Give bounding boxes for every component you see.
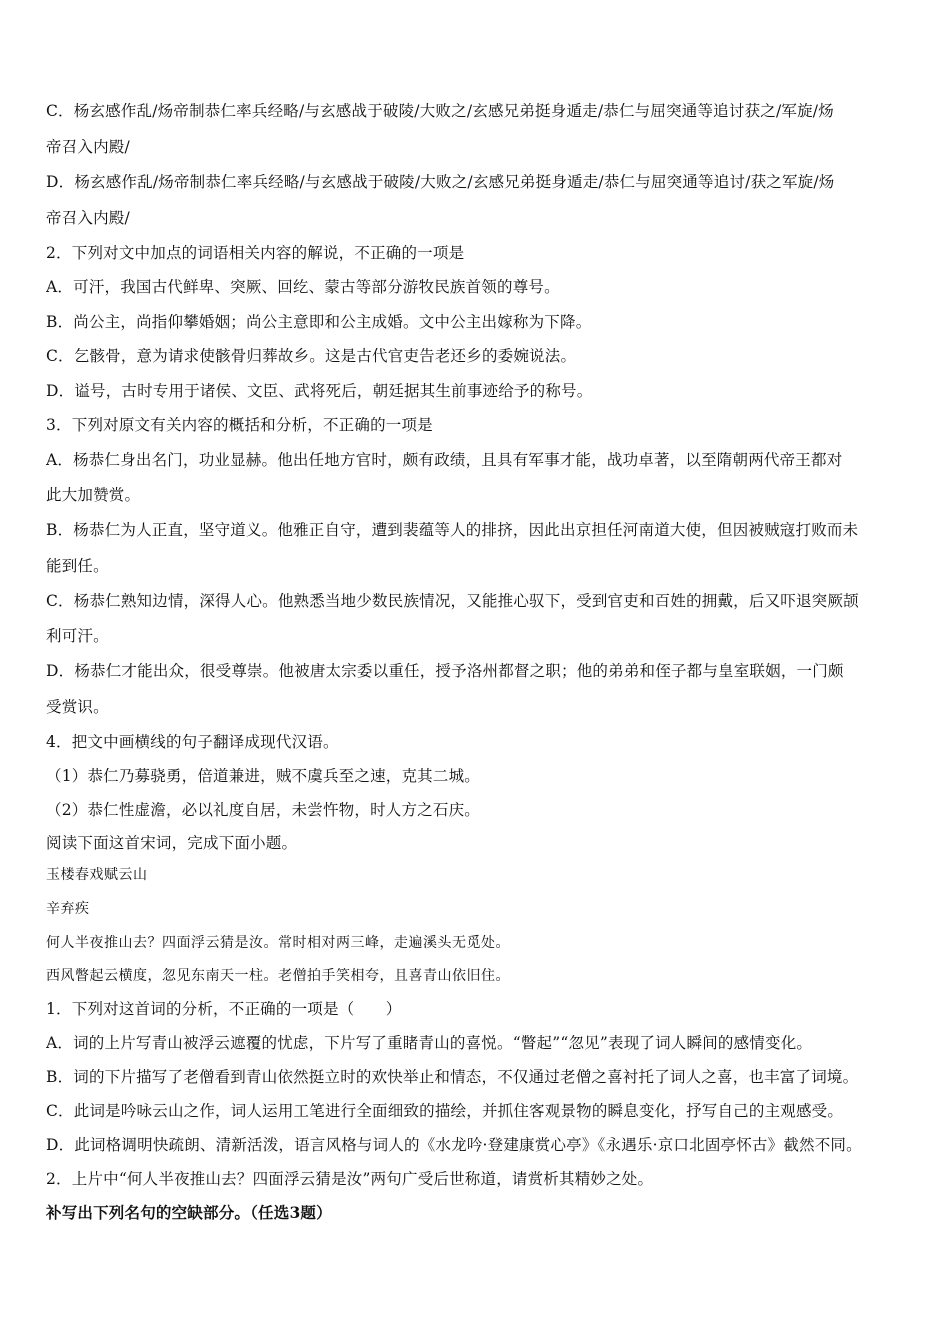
poem-q1-option-b: B．词的下片描写了老僧看到青山依然挺立时的欢快举止和情态，不仅通过老僧之喜衬托了词人之喜，也丰富了词境。 [46, 1068, 859, 1086]
option-c-line-2: 帝召入内殿/ [46, 138, 130, 156]
q3-option-d-line-1: D．杨恭仁才能出众，很受尊崇。他被唐太宗委以重任，授予洛州都督之职；他的弟弟和侄子都与皇室联姻，一门颇 [46, 662, 844, 680]
q2-option-b: B．尚公主，尚指仰攀婚姻；尚公主意即和公主成婚。文中公主出嫁称为下降。 [46, 313, 592, 331]
question-4-stem: 4．把文中画横线的句子翻译成现代汉语。 [46, 733, 339, 751]
option-d-line-2: 帝召入内殿/ [46, 209, 130, 227]
poem-question-1-stem: 1．下列对这首词的分析，不正确的一项是（ ） [46, 1000, 402, 1018]
q3-option-c-line-2: 利可汗。 [46, 627, 109, 645]
q3-option-a-line-2: 此大加赞赏。 [46, 486, 141, 504]
q3-option-d-line-2: 受赏识。 [46, 698, 109, 716]
option-c-line-1: C．杨玄感作乱/炀帝制恭仁率兵经略/与玄感战于破陵/大败之/玄感兄弟挺身遁走/恭仁与屈突通等追讨获之/军旋/炀 [46, 102, 834, 120]
question-2-stem: 2．下列对文中加点的词语相关内容的解说，不正确的一项是 [46, 244, 465, 262]
translation-sentence-2: （2）恭仁性虚澹，必以礼度自居，未尝忤物，时人方之石庆。 [46, 801, 480, 819]
q2-option-d: D．谥号，古时专用于诸侯、文臣、武将死后，朝廷据其生前事迹给予的称号。 [46, 382, 593, 400]
poem-author: 辛弃疾 [46, 901, 90, 917]
poem-stanza-1: 何人半夜推山去？四面浮云猜是汝。常时相对两三峰，走遍溪头无觅处。 [46, 935, 510, 951]
option-d-line-1: D．杨玄感作乱/炀帝制恭仁率兵经略/与玄感战于破陵/大败之/玄感兄弟挺身遁走/恭仁与屈突通等追讨/获之军旋/炀 [46, 173, 835, 191]
poem-q1-option-a: A．词的上片写青山被浮云遮覆的忧虑，下片写了重睹青山的喜悦。“瞥起”“忽见”表现了词人瞬间的感情变化。 [46, 1034, 813, 1052]
q3-option-b-line-2: 能到任。 [46, 557, 109, 575]
q3-option-c-line-1: C．杨恭仁熟知边情，深得人心。他熟悉当地少数民族情况，又能推心驭下，受到官吏和百姓的拥戴，后又吓退突厥颉 [46, 592, 859, 610]
poem-title: 玉楼春戏赋云山 [46, 867, 148, 883]
question-3-stem: 3．下列对原文有关内容的概括和分析，不正确的一项是 [46, 416, 433, 434]
poem-q1-option-c: C．此词是吟咏云山之作，词人运用工笔进行全面细致的描绘，并抓住客观景物的瞬息变化，抒写自己的主观感受。 [46, 1102, 844, 1120]
section-heading-fill-in: 补写出下列名句的空缺部分。（任选3题） [46, 1203, 332, 1222]
q2-option-a: A．可汗，我国古代鲜卑、突厥、回纥、蒙古等部分游牧民族首领的尊号。 [46, 278, 560, 296]
poem-question-2: 2．上片中“何人半夜推山去？四面浮云猜是汝”两句广受后世称道，请赏析其精妙之处。 [46, 1170, 654, 1188]
reading-instruction: 阅读下面这首宋词，完成下面小题。 [46, 834, 298, 852]
q2-option-c: C．乞骸骨，意为请求使骸骨归葬故乡。这是古代官吏告老还乡的委婉说法。 [46, 347, 577, 365]
translation-sentence-1: （1）恭仁乃募骁勇，倍道兼进，贼不虞兵至之速，克其二城。 [46, 767, 480, 785]
q3-option-b-line-1: B．杨恭仁为人正直，坚守道义。他雅正自守，遭到裴蕴等人的排挤，因此出京担任河南道大使，但因被贼寇打败而未 [46, 521, 859, 539]
poem-q1-option-d: D．此词格调明快疏朗、清新活泼，语言风格与词人的《水龙吟·登建康赏心亭》《永遇乐·京口北固亭怀古》截然不同。 [46, 1136, 862, 1154]
poem-stanza-2: 西风瞥起云横度，忽见东南天一柱。老僧拍手笑相夸，且喜青山依旧住。 [46, 968, 510, 984]
q3-option-a-line-1: A．杨恭仁身出名门，功业显赫。他出任地方官时，颇有政绩，且具有军事才能，战功卓著，以至隋朝两代帝王都对 [46, 451, 843, 469]
